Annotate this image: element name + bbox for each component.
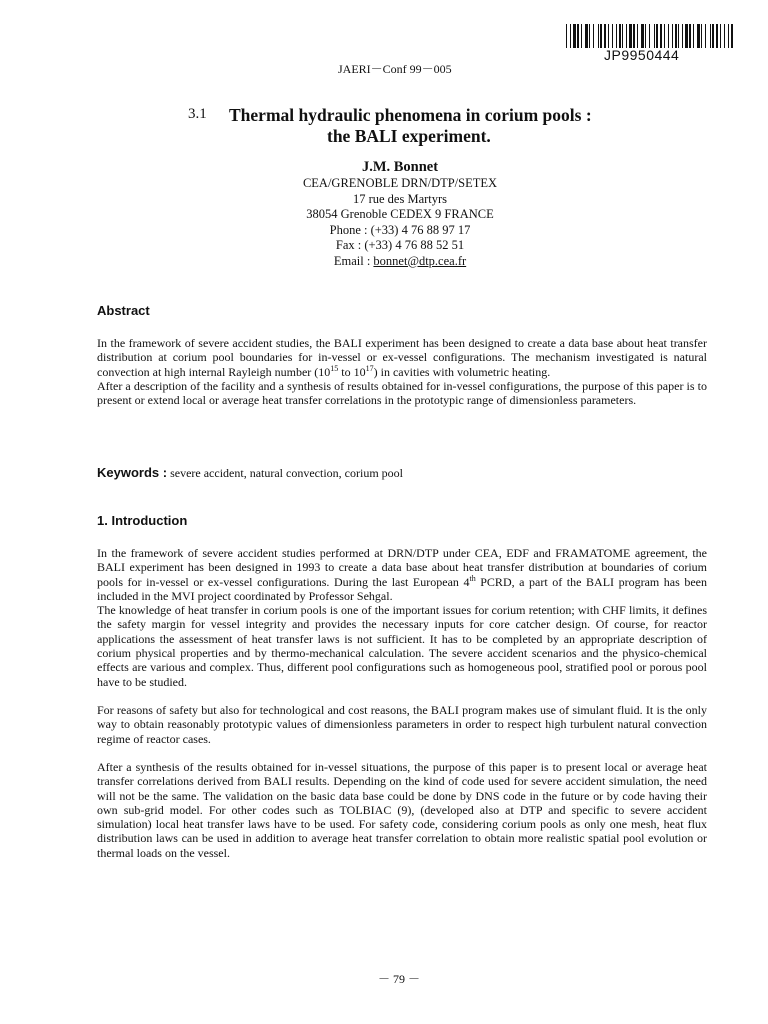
barcode-bar xyxy=(645,24,646,48)
barcode-bar xyxy=(608,24,609,48)
abstract-paragraph-1: In the framework of severe accident studies, the BALI experiment has been designed to create a data base about heat transfer distribution at corium pool boundaries for in-vessel or ex-vessel configurations. The mechanism investigated is natural convection at high internal Rayleigh number ($10^{15}$ to $10^{17}$) in cavities with volumetric heating. xyxy=(97,336,707,379)
author-email-line xyxy=(230,254,570,270)
barcode-bar xyxy=(622,24,623,48)
abstract-paragraph-2: After a description of the facility and a synthesis of results obtained for in-vessel configurations, the purpose of this paper is to present or extend local or average heat transfer correlations in the prototypic range of dimensionless parameters. xyxy=(97,378,707,408)
author-name: J.M. Bonnet xyxy=(361,159,439,175)
keywords-text: severe accident, natural convection, corium pool xyxy=(167,466,403,480)
author-fax: Fax : (+33) 4 76 88 52 51 xyxy=(335,238,465,252)
barcode-bar xyxy=(668,24,669,48)
barcode-bar xyxy=(664,24,665,48)
author-block xyxy=(230,158,570,269)
barcode-bar xyxy=(573,24,576,48)
barcode-bar xyxy=(660,24,662,48)
page-number: － 79 － xyxy=(378,972,421,986)
barcode-bar xyxy=(629,24,632,48)
barcode-bar xyxy=(682,24,683,48)
barcode-bar xyxy=(712,24,714,48)
barcode-bar xyxy=(710,24,711,48)
introduction-heading: 1. Introduction xyxy=(97,513,188,528)
barcode-bar xyxy=(641,24,644,48)
barcode-bar xyxy=(612,24,613,48)
barcode-bar xyxy=(675,24,677,48)
intro-paragraph-2: The knowledge of heat transfer in corium pools is one of the important issues for corium retention; with CHF limits, it defines the safety margin for vessel integrity and provides the necessary inputs for core catcher design. Of course, for reactor applications the assessment of heat transfer laws is not sufficient. It has to be completed by an appropriate description of corium physical properties and by thermo-mechanical calculation. The severe accident scenarios and the physico-chemical effects are various and complex. Thus, different pool configurations such as homogeneous pool, stratified pool or porous pool have to be studied. xyxy=(97,603,707,689)
barcode-bar xyxy=(600,24,602,48)
barcode-bar xyxy=(637,24,638,48)
barcode-bar xyxy=(716,24,718,48)
barcode-bar xyxy=(693,24,694,48)
title-line-1: Thermal hydraulic phenomena in corium pools : xyxy=(229,105,592,125)
barcode-bar xyxy=(633,24,635,48)
barcode-bar xyxy=(656,24,658,48)
barcode-bar xyxy=(685,24,688,48)
barcode-bar xyxy=(728,24,729,48)
barcode-bar xyxy=(697,24,700,48)
barcode-bar xyxy=(720,24,721,48)
barcode-bar xyxy=(585,24,588,48)
introduction-body xyxy=(97,546,707,689)
barcode-bar xyxy=(701,24,702,48)
abstract-body xyxy=(97,336,707,407)
barcode-bar xyxy=(724,24,725,48)
barcode xyxy=(566,24,734,48)
barcode-bar xyxy=(672,24,673,48)
document-code: JP9950444 xyxy=(604,47,680,63)
barcode-bar xyxy=(649,24,650,48)
title-line-2: the BALI experiment. xyxy=(327,126,491,146)
barcode-bar xyxy=(689,24,691,48)
barcode-bar xyxy=(705,24,706,48)
author-city: 38054 Grenoble CEDEX 9 FRANCE xyxy=(306,207,494,221)
barcode-bar xyxy=(570,24,571,48)
barcode-bar xyxy=(566,24,567,48)
barcode-bar xyxy=(604,24,606,48)
barcode-bar xyxy=(577,24,579,48)
author-phone: Phone : (+33) 4 76 88 97 17 xyxy=(329,222,471,237)
barcode-bar xyxy=(626,24,627,48)
keywords-line xyxy=(97,465,403,481)
keywords-label: Keywords : xyxy=(97,465,168,480)
barcode-bar xyxy=(731,24,733,48)
report-id: JAERI－Conf 99－005 xyxy=(338,62,452,76)
barcode-bar xyxy=(616,24,617,48)
section-number: 3.1 xyxy=(188,106,207,122)
barcode-bar xyxy=(581,24,582,48)
barcode-bar xyxy=(678,24,679,48)
barcode-bar xyxy=(619,24,621,48)
author-street: 17 rue des Martyrs xyxy=(352,191,448,206)
intro-paragraph-4: After a synthesis of the results obtained for in-vessel situations, the purpose of this paper is to present local or average heat transfer correlations derived from BALI results. Depending on the kind of code used for severe accident simulation, the need will not be the same. The validation on the basic data base could be done by DNS code in the future or by code having their own sub-grid model. For other codes such as TOLBIAC (9), (developed also at DTP and specific to severe accident simulation) local heat transfer laws have to be used. For safety code, considering corium pools as only one mesh, heat flux distribution laws can be used in addition to average heat transfer correlation to obtain more realistic spatial pool evolution or thermal loads on the vessel. xyxy=(97,760,707,860)
barcode-bar xyxy=(654,24,655,48)
author-affiliation: CEA/GRENOBLE DRN/DTP/SETEX xyxy=(302,176,498,190)
intro-paragraph-1: In the framework of severe accident studies performed at DRN/DTP under CEA, EDF and FRAMATOME agreement, the BALI experiment has been designed in 1993 to create a data base about heat transfer distribution at boundaries of corium pools for in-vessel or ex-vessel configurations. During the last European 4th PCRD, a part of the BALI program has been included in the MVI project coordinated by Professor Sehgal. xyxy=(97,546,707,603)
barcode-bar xyxy=(593,24,594,48)
email-label: Email : xyxy=(333,253,374,268)
intro-paragraph-3: For reasons of safety but also for technological and cost reasons, the BALI program makes use of simulant fluid. It is the only way to obtain reasonably prototypic values of dimensionless parameters in order to respect high turbulent natural convection regime of reactor cases. xyxy=(97,703,707,746)
email-link[interactable]: bonnet@dtp.cea.fr xyxy=(373,253,467,268)
barcode-bar xyxy=(598,24,599,48)
abstract-heading: Abstract xyxy=(97,303,150,318)
barcode-bar xyxy=(589,24,590,48)
